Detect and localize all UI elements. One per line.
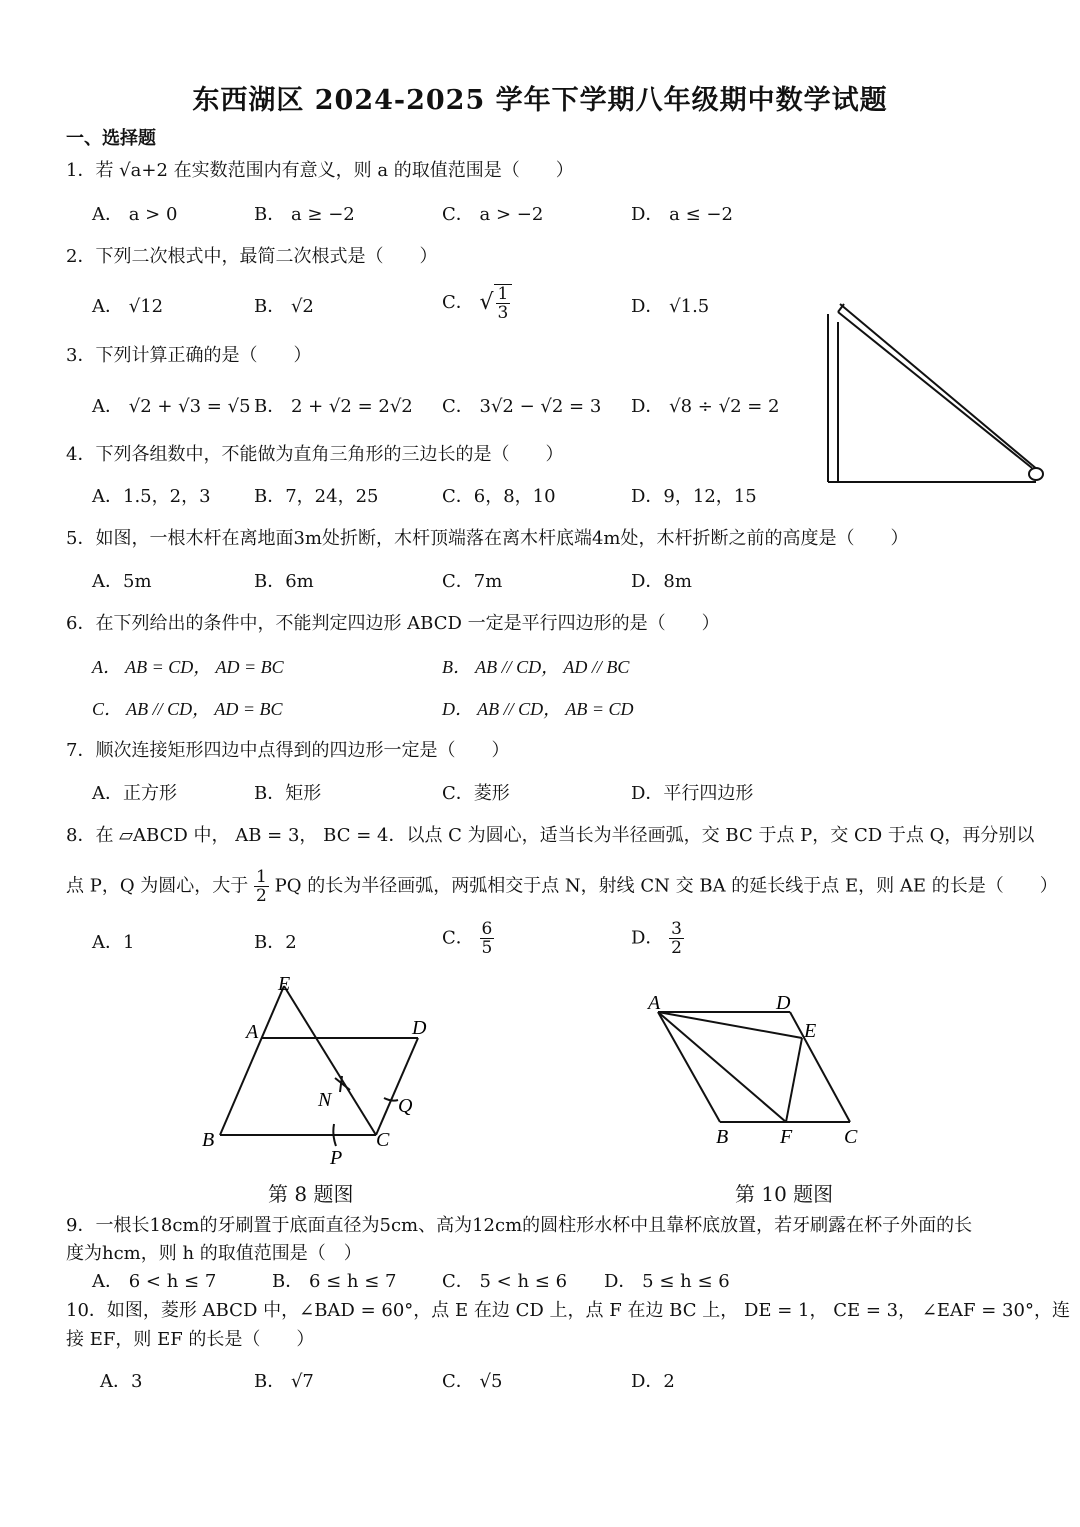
line-BE	[220, 986, 284, 1135]
q10-option-b: B． √7	[254, 1371, 314, 1392]
q9-option-d: D． 5 ≤ h ≤ 6	[604, 1271, 730, 1292]
q2-c-numerator: 1	[497, 284, 509, 304]
q3-option-b: B． 2 + √2 = 2√2	[254, 396, 413, 417]
question-10-line-1: 10．如图，菱形 ABCD 中，∠BAD = 60°，点 E 在边 CD 上，点 F 在边 BC 上， DE = 1， CE = 3， ∠EAF = 30°，连	[66, 1300, 1070, 1321]
side-DC	[790, 1012, 850, 1122]
question-9-line-2: 度为hcm，则 h 的取值范围是（ ）	[66, 1243, 362, 1264]
q5-option-b: B．6m	[254, 571, 314, 592]
label-Q: Q	[398, 1095, 413, 1117]
q6-option-a: A． AB = CD， AD = BC	[92, 657, 284, 677]
q4-option-c: C．6，8，10	[442, 486, 556, 507]
figure-8-parallelogram	[190, 968, 440, 1168]
q2-option-d: D． √1.5	[631, 296, 710, 317]
q7-option-d: D．平行四边形	[631, 783, 754, 804]
q5-option-a: A．5m	[92, 571, 152, 592]
q2-option-a: A． √12	[92, 296, 164, 317]
q5-option-c: C．7m	[442, 571, 503, 592]
segment-AF	[658, 1012, 786, 1122]
question-8-line-1: 8．在 ▱ABCD 中， AB = 3， BC = 4．以点 C 为圆心，适当长为半径画弧，交 BC 于点 P，交 CD 于点 Q，再分别以	[66, 825, 1035, 846]
label-D: D	[776, 992, 791, 1014]
section-heading: 一、选择题	[66, 128, 156, 149]
q3-option-d: D． √8 ÷ √2 = 2	[631, 396, 780, 417]
q2-option-c: C． √ $\frac{1}{3}$	[442, 284, 512, 322]
q1-option-d: D． a ≤ −2	[631, 204, 733, 225]
question-8-line-2	[66, 868, 1058, 905]
q7-option-c: C．菱形	[442, 783, 510, 804]
label-E: E	[278, 973, 291, 995]
q2-option-b: B． √2	[254, 296, 314, 317]
figure-8-caption: 第 8 题图	[268, 1182, 354, 1206]
label-D: D	[412, 1017, 427, 1039]
q8-c-numerator: 6	[481, 919, 493, 939]
segment-AE	[658, 1012, 802, 1038]
q4-option-d: D．9，12，15	[631, 486, 757, 507]
question-7-stem: 7．顺次连接矩形四边中点得到的四边形一定是（ ）	[66, 740, 510, 761]
question-9-line-1: 9．一根长18cm的牙刷置于底面直径为5cm、高为12cm的圆柱形水杯中且靠杯底放置，若牙刷露在杯子外面的长	[66, 1215, 973, 1236]
label-C: C	[844, 1126, 858, 1148]
exam-title: 东西湖区 2024-2025 学年下学期八年级期中数学试题	[192, 85, 888, 116]
q1-option-b: B． a ≥ −2	[254, 204, 355, 225]
q8-option-d	[631, 920, 684, 957]
q8-half-denominator: 2	[256, 886, 267, 906]
q1-option-a: A． a > 0	[92, 204, 178, 225]
q8-option-c-label: C．	[442, 927, 474, 949]
q9-option-b: B． 6 ≤ h ≤ 7	[272, 1271, 397, 1292]
segment-EF	[786, 1038, 802, 1122]
pole-tip	[1029, 468, 1043, 480]
q4-option-b: B．7，24，25	[254, 486, 379, 507]
q6-option-c: C． AB // CD， AD = BC	[92, 699, 283, 719]
question-1-stem: 1．若 √a+2 在实数范围内有意义，则 a 的取值范围是（ ）	[66, 160, 574, 181]
label-B: B	[716, 1126, 729, 1148]
q3-option-a: A． √2 + √3 = √5	[92, 396, 251, 417]
q3-option-c: C． 3√2 − √2 = 3	[442, 396, 602, 417]
label-A: A	[648, 992, 661, 1014]
question-2-stem: 2．下列二次根式中，最简二次根式是（ ）	[66, 246, 438, 267]
q2-c-denominator: 3	[497, 303, 509, 323]
q6-option-b: B． AB // CD， AD // BC	[442, 657, 630, 677]
label-P: P	[330, 1147, 343, 1168]
figure-10-caption: 第 10 题图	[735, 1182, 834, 1206]
broken-segment-lower	[840, 304, 1038, 470]
q2-option-c-label: C．	[442, 292, 474, 313]
q8-option-d-label: D．	[631, 927, 664, 949]
q8-option-a: A．1	[92, 932, 135, 953]
label-E: E	[804, 1020, 817, 1042]
q8-option-b: B．2	[254, 932, 297, 953]
q8-option-c	[442, 920, 494, 957]
broken-pole-figure	[822, 300, 1052, 490]
q8-d-denominator: 2	[671, 938, 682, 958]
label-A: A	[246, 1021, 259, 1043]
question-6-stem: 6．在下列给出的条件中，不能判定四边形 ABCD 一定是平行四边形的是（ ）	[66, 613, 720, 634]
question-3-stem: 3．下列计算正确的是（ ）	[66, 345, 312, 366]
label-B: B	[202, 1129, 215, 1151]
ray-CE	[284, 986, 376, 1135]
q10-option-c: C． √5	[442, 1371, 503, 1392]
q8-c-denominator: 5	[481, 938, 493, 958]
label-N: N	[318, 1089, 332, 1111]
q4-option-a: A．1.5，2，3	[92, 486, 211, 507]
label-F: F	[780, 1126, 793, 1148]
question-5-stem: 5．如图，一根木杆在离地面3m处折断，木杆顶端落在离木杆底端4m处，木杆折断之前的高度是（ ）	[66, 528, 909, 549]
q7-option-a: A．正方形	[92, 783, 177, 804]
q10-option-d: D．2	[631, 1371, 675, 1392]
q5-option-d: D．8m	[631, 571, 692, 592]
q9-option-c: C． 5 < h ≤ 6	[442, 1271, 568, 1292]
label-C: C	[376, 1129, 390, 1151]
q8-line-2-start: 点 P，Q 为圆心，大于	[66, 875, 249, 897]
q1-option-c: C． a > −2	[442, 204, 544, 225]
side-CD	[376, 1038, 418, 1135]
question-10-line-2: 接 EF，则 EF 的长是（ ）	[66, 1329, 315, 1350]
side-AB	[658, 1012, 720, 1122]
figure-10-rhombus	[640, 985, 880, 1150]
q10-option-a: A．3	[100, 1371, 143, 1392]
q7-option-b: B．矩形	[254, 783, 322, 804]
q8-line-2-end: PQ 的长为半径画弧，两弧相交于点 N，射线 CN 交 BA 的延长线于点 E，则 AE 的长是（ ）	[274, 875, 1058, 897]
question-4-stem: 4．下列各组数中，不能做为直角三角形的三边长的是（ ）	[66, 444, 564, 465]
q6-option-d: D． AB // CD， AB = CD	[442, 699, 634, 719]
q8-half-numerator: 1	[256, 867, 267, 887]
broken-segment-upper	[838, 312, 1032, 468]
q9-option-a: A． 6 < h ≤ 7	[92, 1271, 217, 1292]
q8-d-numerator: 3	[671, 919, 682, 939]
